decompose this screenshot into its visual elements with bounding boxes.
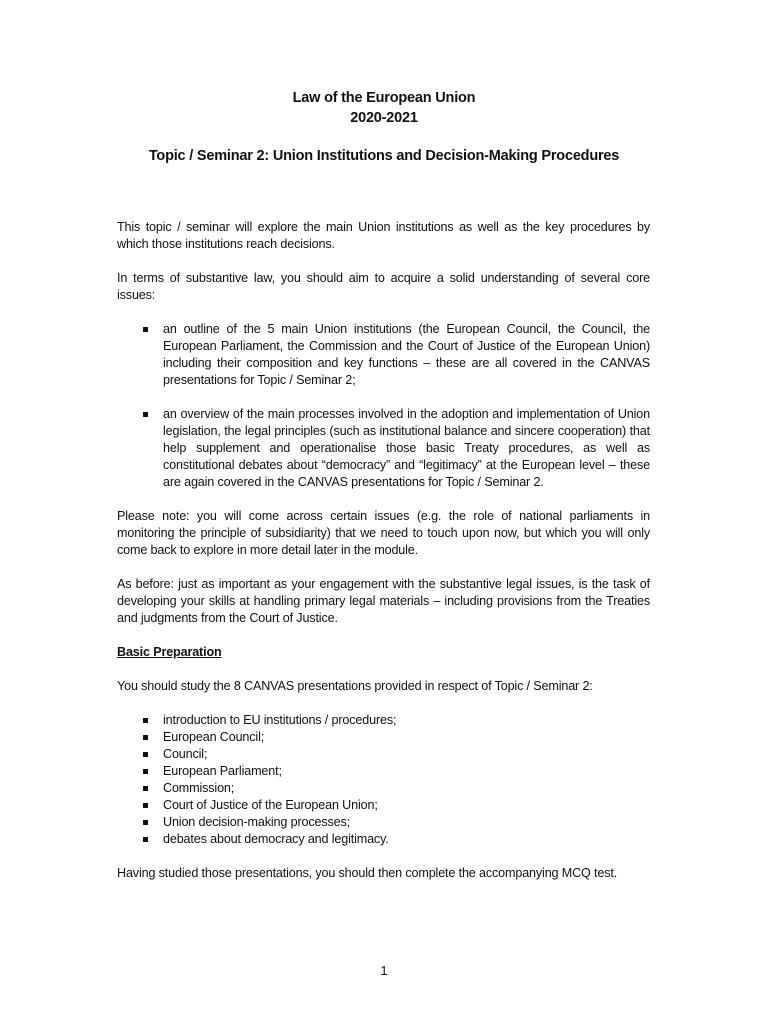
document-body (117, 219, 650, 882)
intro-paragraph-1: This topic / seminar will explore the main Union institutions as well as the key procedures by which those institutions reach decisions. (117, 220, 650, 251)
preparation-closing: Having studied those presentations, you should then complete the accompanying MCQ test. (117, 866, 618, 880)
document-title: Law of the European Union (292, 90, 476, 106)
title-block (0, 88, 768, 128)
list-item: European Parliament; (117, 763, 650, 780)
preparation-intro: You should study the 8 CANVAS presentations provided in respect of Topic / Seminar 2: (117, 679, 593, 693)
intro-paragraph-2: In terms of substantive law, you should aim to acquire a solid understanding of several core issues: (117, 271, 650, 302)
presentations-list (117, 712, 650, 848)
list-item: an overview of the main processes involved in the adoption and implementation of Union legislation, the legal principles (such as institutional balance and sincere cooperation) that help supplement and operationalise those basic Treaty procedures, as well as constitutional debates about “democracy” and “legitimacy” at the European level – these are again covered in the CANVAS presentations for Topic / Seminar 2. (117, 406, 650, 491)
core-issues-list (117, 321, 650, 491)
list-item: introduction to EU institutions / procedures; (117, 712, 650, 729)
note-paragraph-2: As before: just as important as your engagement with the substantive legal issues, is the task of developing your skills at handling primary legal materials – including provisions from the Treaties and judgments from the Court of Justice. (117, 577, 650, 625)
section-heading: Basic Preparation (117, 645, 222, 659)
list-item: Union decision-making processes; (117, 814, 650, 831)
list-item: European Council; (117, 729, 650, 746)
page-number: 1 (380, 964, 388, 978)
academic-year: 2020-2021 (350, 110, 418, 126)
list-item: Court of Justice of the European Union; (117, 797, 650, 814)
list-item: an outline of the 5 main Union institutions (the European Council, the Council, the European Parliament, the Commission and the Court of Justice of the European Union) including their composition and key functions – these are all covered in the CANVAS presentations for Topic / Seminar 2; (117, 321, 650, 389)
topic-subtitle: Topic / Seminar 2: Union Institutions and Decision-Making Procedures (148, 148, 620, 164)
list-item: Commission; (117, 780, 650, 797)
note-paragraph-1: Please note: you will come across certain issues (e.g. the role of national parliaments in monitoring the principle of subsidiarity) that we need to touch upon now, but which you will only come back to explore in more detail later in the module. (117, 509, 650, 557)
list-item: Council; (117, 746, 650, 763)
list-item: debates about democracy and legitimacy. (117, 831, 650, 848)
